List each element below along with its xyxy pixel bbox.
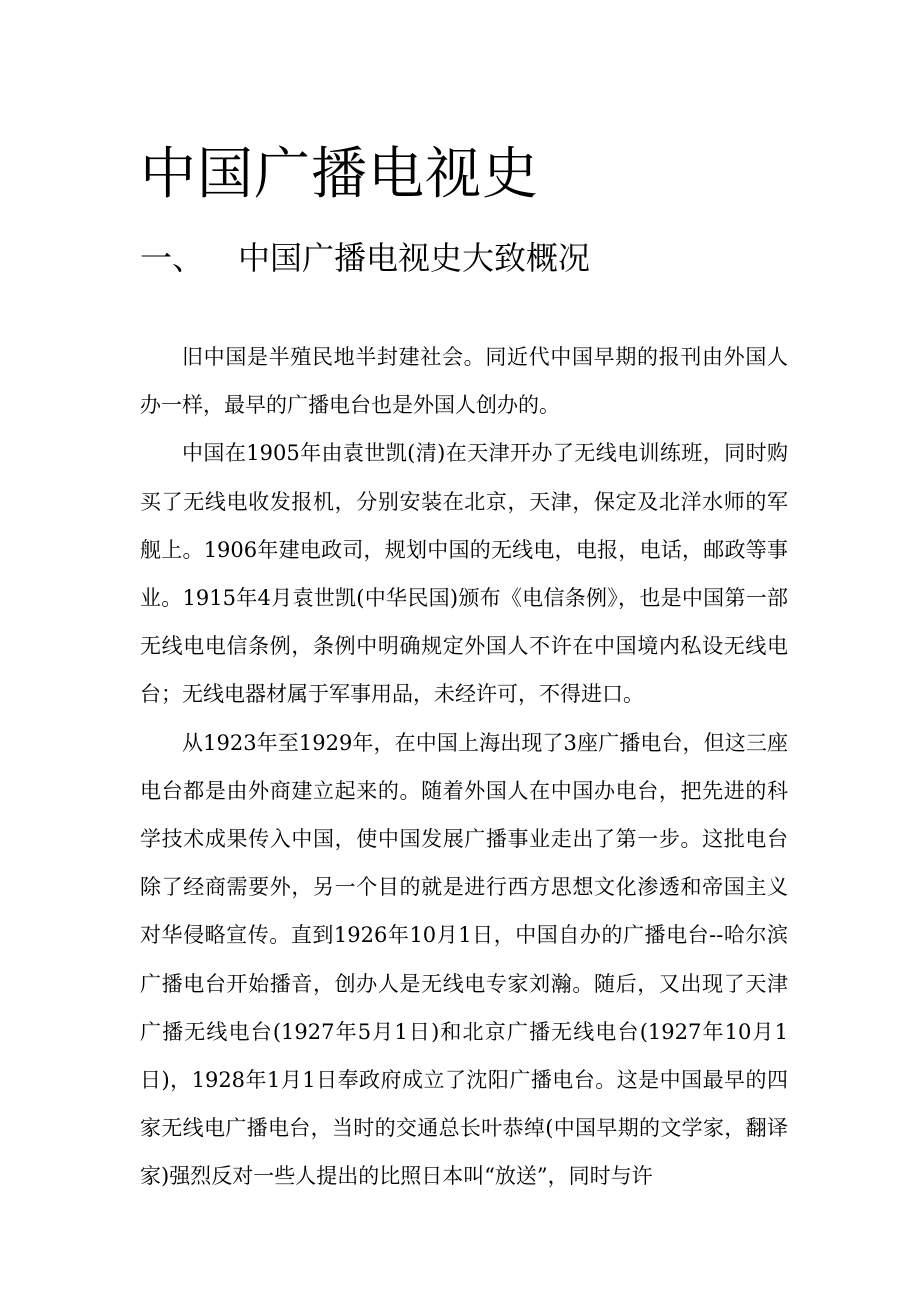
section-heading [140, 232, 590, 284]
document-title: 中国广播电视史 [140, 142, 539, 207]
section-heading-text: 中国广播电视史大致概况 [238, 239, 591, 277]
paragraph-1: 旧中国是半殖民地半封建社会。同近代中国早期的报刊由外国人办一样，最早的广播电台也是外国人创办的。 [140, 345, 788, 418]
section-number: 一、 [140, 239, 205, 277]
paragraph-2: 中国在1905年由袁世凯(清)在天津开办了无线电训练班，同时购买了无线电收发报机，分别安装在北京，天津，保定及北洋水师的军舰上。1906年建电政司，规划中国的无线电，电报，电话，邮政等事业。1915年4月袁世凯(中华民国)颁布《电信条例》，也是中国第一部无线电电信条例，条例中明确规定外国人不许在中国境内私设无线电台；无线电器材属于军事用品，未经许可，不得进口。 [140, 441, 788, 707]
paragraph-3: 从1923年至1929年，在中国上海出现了3座广播电台，但这三座电台都是由外商建立起来的。随着外国人在中国办电台，把先进的科学技术成果传入中国，使中国发展广播事业走出了第一步。这批电台除了经商需要外，另一个目的就是进行西方思想文化渗透和帝国主义对华侵略宣传。直到1926年10月1日，中国自办的广播电台--哈尔滨广播电台开始播音，创办人是无线电专家刘瀚。随后，又出现了天津广播无线电台(1927年5月1日)和北京广播无线电台(1927年10月1日)，1928年1月1日奉政府成立了沈阳广播电台。这是中国最早的四家无线电广播电台，当时的交通总长叶恭绰(中国早期的文学家，翻译家)强烈反对一些人提出的比照日本叫“放送”，同时与许 [140, 730, 788, 1189]
body-text [140, 333, 788, 1201]
